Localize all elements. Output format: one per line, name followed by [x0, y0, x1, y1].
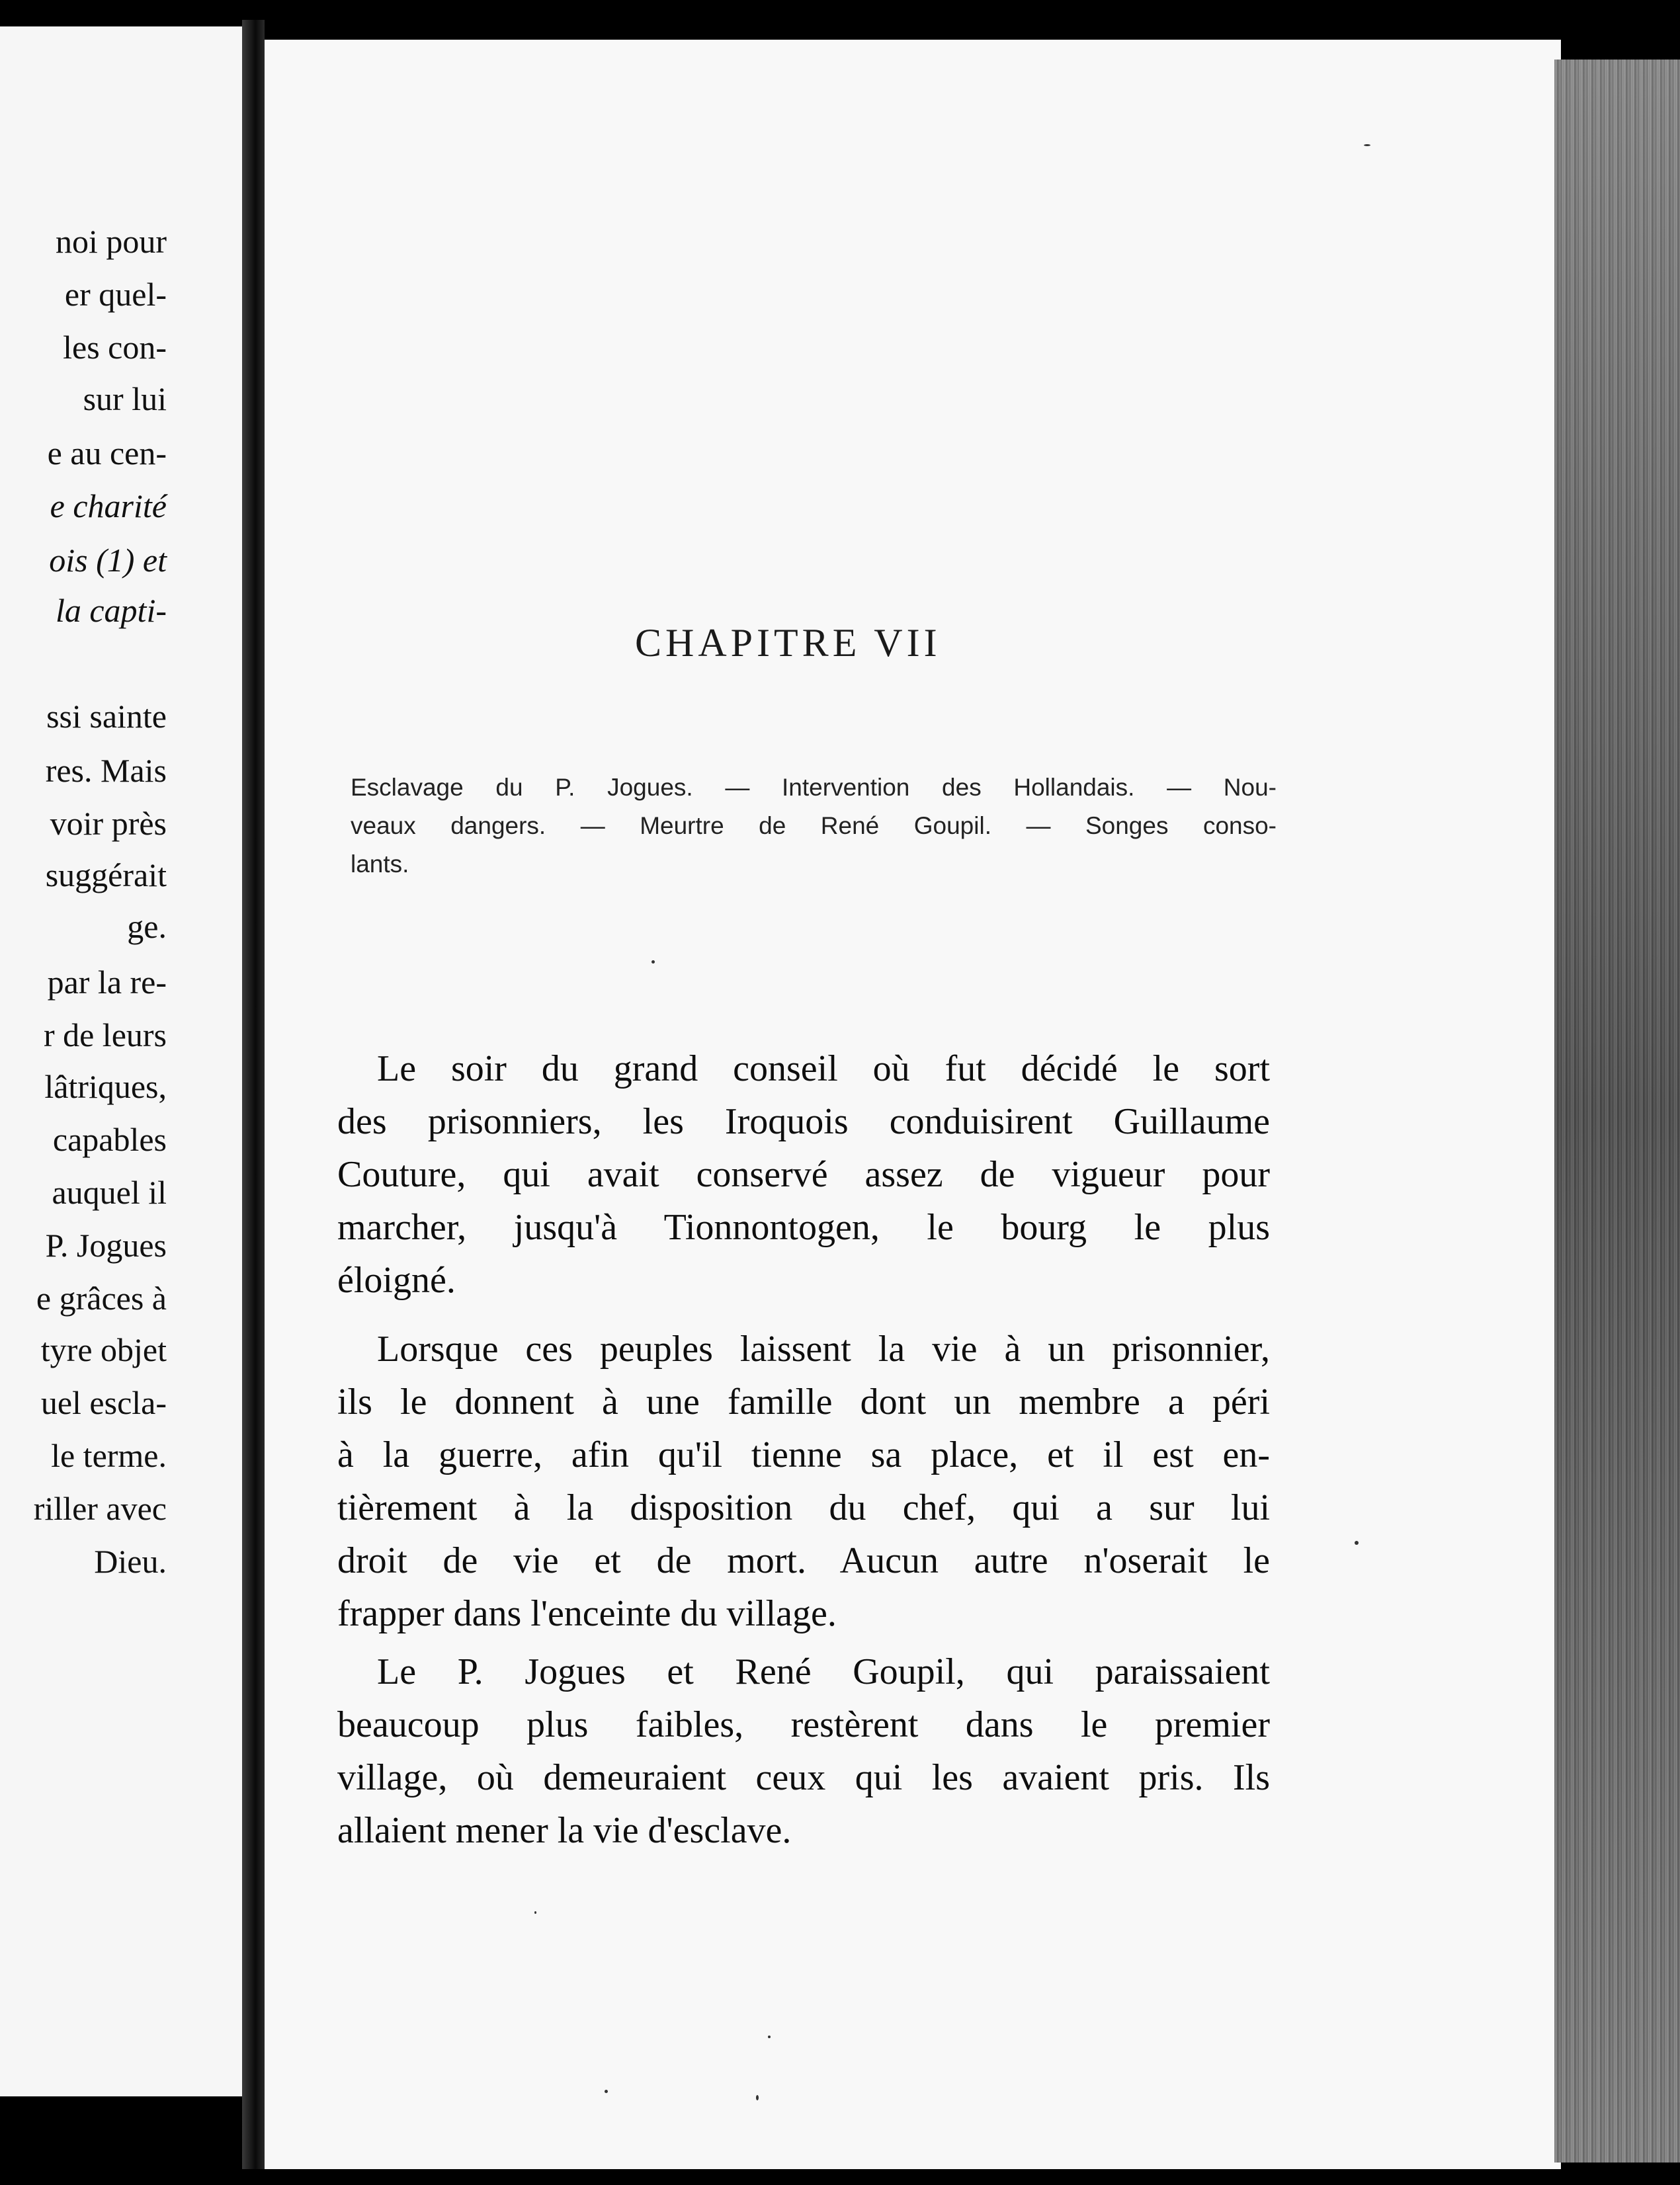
- body-text-line: à la guerre, afin qu'il tienne sa place, et il est en-: [337, 1434, 1270, 1475]
- left-page-line: les con-: [63, 329, 167, 366]
- left-page-line: r de leurs: [43, 1016, 167, 1053]
- left-page-line: Dieu.: [94, 1543, 167, 1580]
- left-page-line: er quel-: [64, 276, 167, 313]
- body-text-line: beaucoup plus faibles, restèrent dans le premier: [337, 1704, 1270, 1745]
- body-text-line: ils le donnent à une famille dont un membre a péri: [337, 1381, 1270, 1422]
- print-speck: [1355, 1541, 1359, 1545]
- body-text-line: allaient mener la vie d'esclave.: [337, 1810, 792, 1851]
- left-page-line: tyre objet: [40, 1331, 167, 1368]
- left-page-line: ge.: [127, 908, 167, 945]
- left-page-line: riller avec: [33, 1490, 167, 1527]
- left-page-line: suggérait: [45, 856, 167, 893]
- body-text-line: frapper dans l'enceinte du village.: [337, 1593, 837, 1634]
- left-page-line: par la re-: [47, 964, 167, 1001]
- print-speck: [1364, 144, 1370, 146]
- left-page-line: capables: [52, 1121, 167, 1158]
- body-text-line: Couture, qui avait conservé assez de vigueur pour: [337, 1154, 1270, 1195]
- left-page-line: sur lui: [83, 380, 167, 417]
- body-text-line: village, où demeuraient ceux qui les avaient pris. Ils: [337, 1757, 1270, 1798]
- left-page-line: P. Jogues: [45, 1227, 167, 1264]
- left-page-line: noi pour: [55, 223, 167, 260]
- body-text-line: Lorsque ces peuples laissent la vie à un prisonnier,: [377, 1329, 1270, 1370]
- left-page-line: le terme.: [51, 1437, 167, 1474]
- page-edges: [1554, 60, 1680, 2163]
- body-text-line: Le P. Jogues et René Goupil, qui paraissaient: [377, 1651, 1270, 1692]
- left-page-line: auquel il: [52, 1174, 167, 1211]
- left-page-line: la capti-: [55, 592, 167, 629]
- print-speck: [651, 960, 655, 964]
- chapter-summary-line: lants.: [351, 850, 409, 878]
- left-page-line: ois (1) et: [49, 542, 167, 579]
- print-speck: [756, 2095, 759, 2100]
- print-speck: [605, 2090, 608, 2093]
- chapter-summary-line: veaux dangers. — Meurtre de René Goupil. — Songes conso-: [351, 812, 1277, 839]
- left-page-line: voir près: [50, 805, 167, 842]
- left-page-line: uel escla-: [40, 1384, 167, 1421]
- left-page-line: e au cen-: [47, 434, 167, 472]
- body-text-line: tièrement à la disposition du chef, qui a sur lui: [337, 1487, 1270, 1528]
- body-text-line: marcher, jusqu'à Tionnontogen, le bourg le plus: [337, 1207, 1270, 1248]
- print-speck: [768, 2036, 771, 2038]
- body-text-line: droit de vie et de mort. Aucun autre n'oserait le: [337, 1540, 1270, 1581]
- print-speck: [534, 1911, 536, 1914]
- left-page-line: ssi sainte: [46, 698, 167, 735]
- left-page-line: lâtriques,: [44, 1068, 167, 1105]
- chapter-summary-line: Esclavage du P. Jogues. — Intervention des Hollandais. — Nou-: [351, 774, 1277, 801]
- left-facing-page: [0, 26, 246, 2096]
- body-text-line: des prisonniers, les Iroquois conduisirent Guillaume: [337, 1101, 1270, 1142]
- body-text-line: Le soir du grand conseil où fut décidé le sort: [377, 1048, 1270, 1089]
- book-gutter: [242, 20, 265, 2169]
- left-page-line: res. Mais: [45, 752, 167, 789]
- left-page-line: e grâces à: [36, 1280, 167, 1317]
- left-page-line: e charité: [50, 487, 167, 524]
- body-text-line: éloigné.: [337, 1260, 456, 1301]
- chapter-title: CHAPITRE VII: [635, 621, 941, 665]
